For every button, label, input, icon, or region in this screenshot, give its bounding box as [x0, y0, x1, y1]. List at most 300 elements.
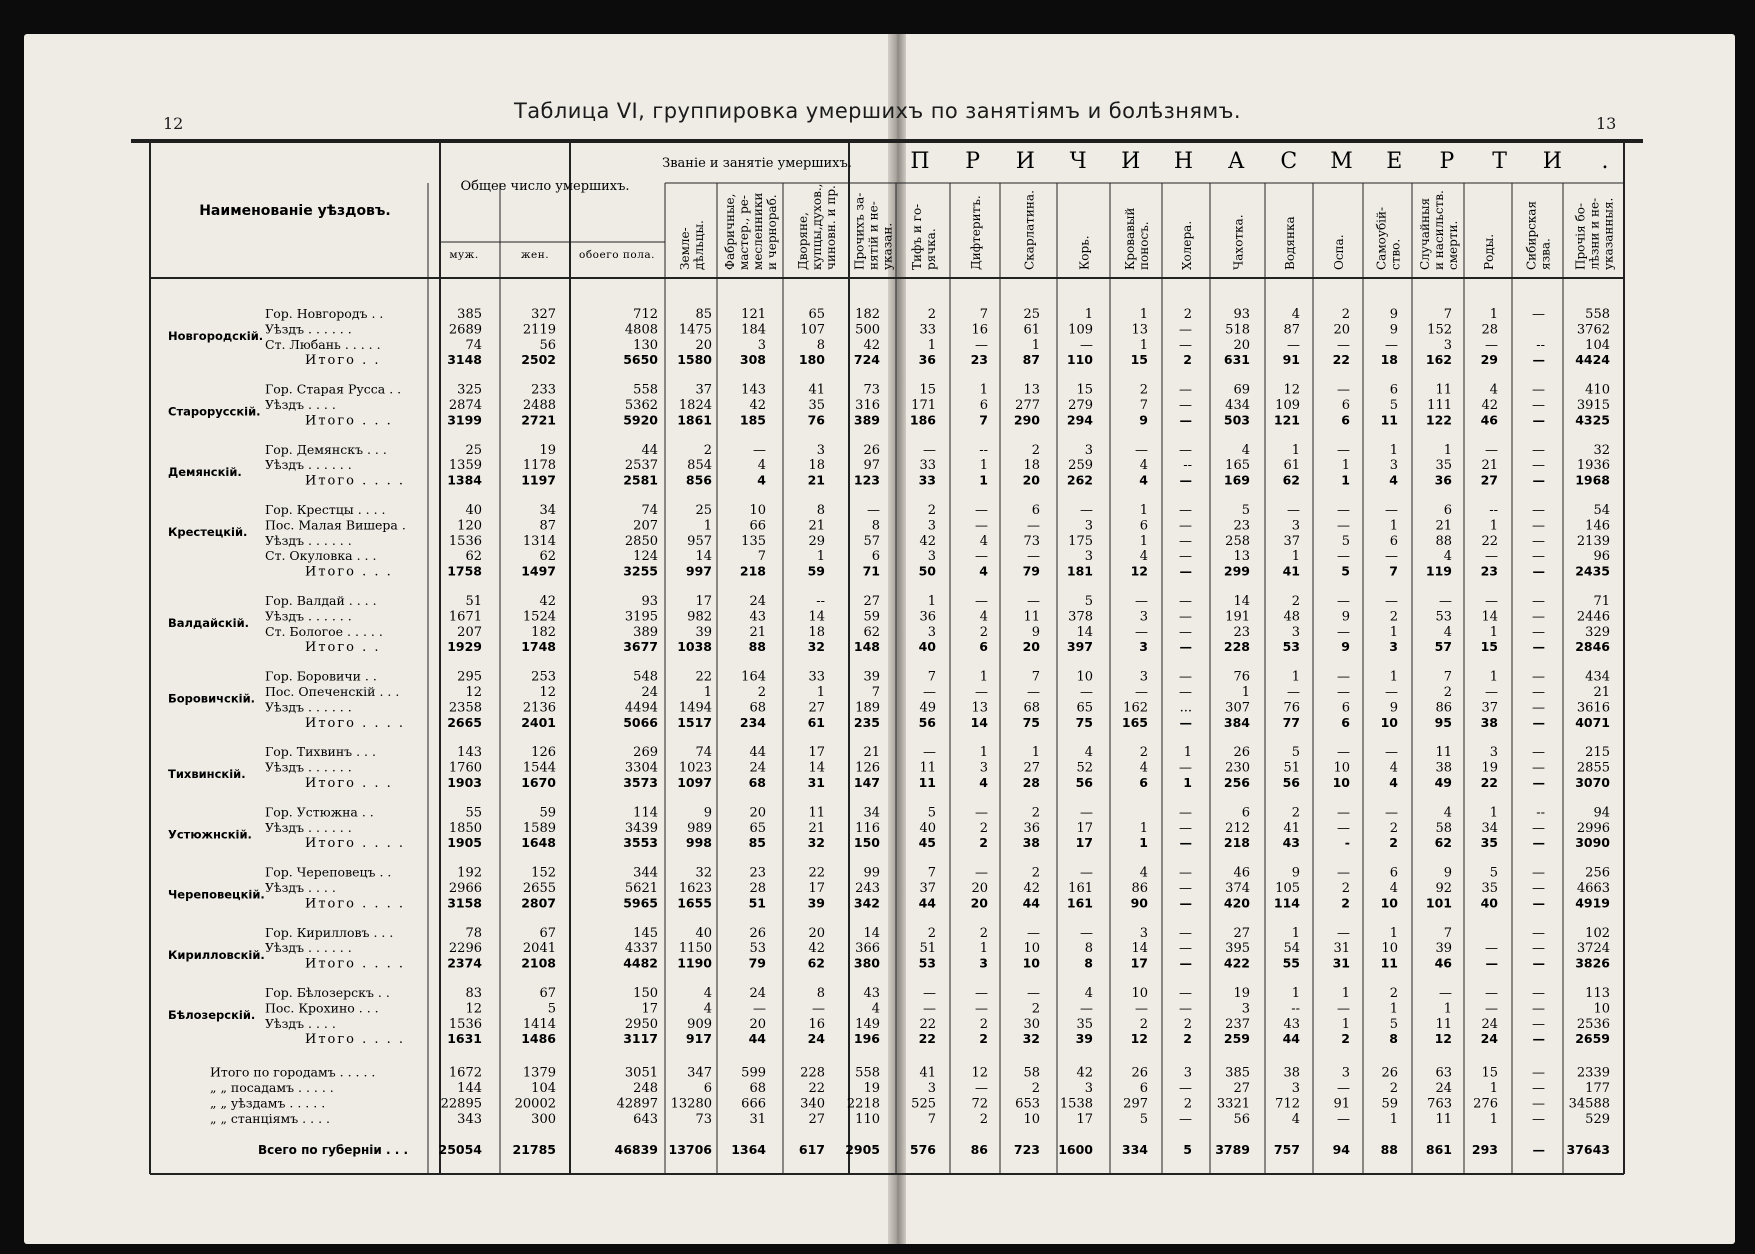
- table-cell: 14: [1481, 609, 1498, 625]
- total-cell: 185: [739, 412, 766, 428]
- table-cell: —: [1080, 865, 1093, 881]
- table-cell: —: [753, 442, 766, 458]
- table-cell: 2874: [448, 398, 482, 413]
- table-cell: 5: [1241, 503, 1250, 518]
- district-name: Череповецкій.: [168, 887, 265, 902]
- total-cell: 422: [1223, 955, 1250, 971]
- total-cell: 32: [807, 835, 825, 851]
- table-cell: —: [975, 685, 988, 700]
- total-cell: 2846: [1575, 639, 1610, 655]
- header-cause-col: смерти.: [1446, 220, 1460, 270]
- table-cell: 4: [1443, 805, 1452, 821]
- total-cell: 88: [1380, 1142, 1398, 1158]
- table-cell: 86: [1435, 700, 1452, 716]
- table-cell: 86: [1131, 881, 1148, 896]
- table-cell: —: [1135, 594, 1148, 609]
- table-cell: —: [975, 594, 988, 609]
- table-cell: 73: [863, 382, 880, 398]
- table-cell: 14: [695, 549, 712, 565]
- total-cell: 1190: [677, 955, 712, 971]
- table-cell: 10: [1076, 669, 1093, 685]
- total-cell: 56: [1075, 775, 1093, 790]
- table-cell: 22895: [440, 1096, 482, 1112]
- table-cell: 558: [855, 1065, 880, 1081]
- total-cell: 1631: [447, 1031, 482, 1047]
- table-cell: 113: [1585, 986, 1610, 1001]
- table-cell: 7: [979, 307, 988, 322]
- row-label: Гор. Кирилловъ . . .: [265, 924, 394, 940]
- table-cell: —: [923, 986, 936, 1001]
- table-cell: 4: [1443, 624, 1452, 640]
- table-cell: 1: [979, 941, 988, 957]
- table-cell: 2: [1031, 1081, 1040, 1096]
- table-cell: —: [1179, 549, 1192, 565]
- table-cell: 2: [1031, 805, 1040, 821]
- header-cause-col: Самоубій-: [1374, 206, 1389, 270]
- table-cell: 3: [927, 1081, 936, 1096]
- table-cell: —: [1532, 594, 1545, 609]
- total-cell: 11: [1380, 955, 1398, 971]
- table-cell: 1: [1139, 337, 1148, 353]
- table-cell: 4494: [624, 700, 658, 716]
- header-cause-col: Корь.: [1077, 235, 1092, 270]
- row-label: Гор. Тихвинъ . . .: [265, 744, 376, 760]
- table-cell: 184: [741, 322, 766, 338]
- table-cell: 14: [808, 760, 825, 776]
- total-cell: 3148: [447, 352, 482, 368]
- table-cell: 500: [855, 322, 880, 338]
- header-cause-col: лѣзни и не-: [1587, 197, 1602, 270]
- table-cell: 9: [1341, 609, 1350, 625]
- table-cell: 1: [1443, 442, 1452, 458]
- table-cell: —: [975, 503, 988, 518]
- table-cell: 74: [465, 337, 482, 353]
- total-cell: 44: [748, 1031, 766, 1047]
- table-cell: 2950: [624, 1016, 658, 1032]
- table-cell: 40: [465, 503, 482, 518]
- table-cell: 4: [1139, 760, 1148, 776]
- table-cell: 18: [1023, 458, 1040, 474]
- table-cell: 2: [1031, 1001, 1040, 1017]
- table-cell: 9: [1389, 700, 1398, 716]
- total-cell: 334: [1121, 1142, 1148, 1158]
- table-cell: 230: [1225, 760, 1250, 776]
- table-cell: 6: [1031, 503, 1040, 518]
- table-cell: —: [1337, 1111, 1350, 1127]
- row-label: Уѣздъ . . . . . .: [265, 940, 352, 956]
- total-cell: 59: [807, 563, 825, 579]
- table-cell: 130: [633, 337, 658, 353]
- table-cell: 44: [641, 442, 658, 458]
- table-cell: 2689: [448, 322, 482, 338]
- table-cell: 67: [539, 925, 556, 941]
- table-cell: —: [1532, 1016, 1545, 1032]
- total-cell: 40: [918, 639, 936, 655]
- total-cell: 576: [909, 1142, 936, 1158]
- table-cell: 3: [1291, 1081, 1300, 1096]
- table-cell: 6: [1443, 503, 1452, 518]
- table-cell: —: [1337, 442, 1350, 458]
- table-cell: 3321: [1216, 1096, 1250, 1112]
- table-cell: 4: [703, 986, 712, 1001]
- table-cell: —: [1179, 594, 1192, 609]
- table-cell: 22: [1481, 533, 1498, 549]
- total-cell: 32: [807, 639, 825, 655]
- table-cell: 3: [1291, 518, 1300, 534]
- cause-group-letter: Р: [965, 149, 981, 174]
- table-cell: 17: [641, 1001, 658, 1017]
- table-cell: —: [1179, 881, 1192, 896]
- table-cell: 340: [800, 1096, 825, 1112]
- total-cell: —: [1532, 714, 1545, 730]
- total-cell: 147: [853, 775, 880, 790]
- table-cell: 2: [1341, 307, 1350, 322]
- table-cell: 1: [979, 669, 988, 685]
- total-cell: 45: [918, 835, 936, 851]
- table-cell: —: [1385, 549, 1398, 565]
- row-label: Гор. Новгородъ . .: [265, 306, 384, 321]
- table-cell: 389: [633, 624, 658, 640]
- total-cell: 235: [853, 714, 880, 730]
- table-cell: —: [1337, 1001, 1350, 1017]
- table-cell: 37: [695, 382, 712, 398]
- table-cell: 105: [1275, 881, 1300, 896]
- table-cell: 279: [1068, 398, 1093, 413]
- table-cell: 1: [1389, 669, 1398, 685]
- table-cell: —: [1337, 669, 1350, 685]
- table-cell: 83: [465, 986, 482, 1001]
- table-cell: 1023: [678, 760, 712, 776]
- table-cell: 207: [457, 624, 482, 640]
- total-cell: 2108: [521, 955, 556, 971]
- total-cell: 420: [1223, 895, 1250, 911]
- table-cell: 4: [1443, 549, 1452, 565]
- district-name: Старорусскій.: [168, 404, 261, 419]
- table-cell: 5362: [624, 398, 658, 413]
- table-cell: —: [1337, 865, 1350, 881]
- table-cell: 1936: [1576, 458, 1610, 474]
- row-label: Уѣздъ . . . .: [265, 1015, 336, 1031]
- table-cell: 14: [1131, 941, 1148, 957]
- table-cell: 1672: [448, 1065, 482, 1081]
- table-cell: 2: [1183, 1016, 1192, 1032]
- table-cell: 6: [1389, 382, 1398, 398]
- total-cell: 162: [1425, 352, 1452, 368]
- table-cell: 6: [871, 549, 880, 565]
- summary-label: „ „ посадамъ . . . . .: [210, 1080, 334, 1095]
- table-cell: 145: [633, 925, 658, 941]
- total-cell: 186: [909, 412, 936, 428]
- table-cell: 17: [808, 881, 825, 896]
- page-number-right: 13: [1596, 114, 1617, 133]
- table-cell: —: [753, 1001, 766, 1017]
- table-cell: 1: [1291, 986, 1300, 1001]
- table-cell: 854: [687, 458, 712, 474]
- table-cell: 4337: [624, 941, 658, 957]
- total-cell: 165: [1121, 714, 1148, 730]
- table-cell: 20: [749, 1016, 766, 1032]
- total-cell: 10: [1022, 955, 1040, 971]
- header-cause-col: Прочія бо-: [1573, 202, 1588, 270]
- table-cell: 7: [927, 865, 936, 881]
- header-occupation-col: мастер., ре-: [737, 195, 751, 270]
- table-cell: 74: [641, 503, 658, 518]
- total-cell: 35: [1480, 835, 1498, 851]
- table-cell: 143: [741, 382, 766, 398]
- total-cell: 1580: [677, 352, 712, 368]
- table-cell: 2: [1443, 685, 1452, 700]
- table-cell: 1: [1341, 1016, 1350, 1032]
- total-cell: -: [1344, 835, 1350, 851]
- header-total-col: муж.: [449, 249, 479, 261]
- table-cell: 329: [1585, 624, 1610, 640]
- table-cell: —: [1179, 941, 1192, 957]
- total-cell: 13706: [668, 1142, 712, 1158]
- table-cell: 73: [695, 1111, 712, 1127]
- total-cell: 10: [1332, 775, 1350, 790]
- table-cell: 12: [539, 685, 556, 700]
- table-cell: 3: [1084, 518, 1093, 534]
- total-cell: 123: [853, 472, 880, 488]
- cause-group-letter: Н: [1173, 149, 1194, 174]
- table-cell: 35: [1481, 881, 1498, 896]
- table-cell: 42: [808, 941, 825, 957]
- table-cell: 42: [539, 594, 556, 609]
- table-cell: 12: [1283, 382, 1300, 398]
- row-label: Ст. Бологое . . . . .: [265, 623, 383, 639]
- table-cell: —: [1337, 518, 1350, 534]
- total-cell: 2: [1389, 835, 1398, 851]
- total-cell: 21785: [512, 1142, 556, 1158]
- table-cell: —: [975, 518, 988, 534]
- table-cell: 1760: [448, 760, 482, 776]
- table-cell: 2: [1291, 805, 1300, 821]
- header-occupation-col: указан.: [880, 222, 895, 270]
- table-cell: 24: [749, 986, 766, 1001]
- cause-group-letter: И: [1542, 149, 1562, 174]
- table-cell: 22: [919, 1016, 936, 1032]
- table-cell: 7: [1443, 307, 1452, 322]
- total-cell: 1905: [447, 835, 482, 851]
- table-cell: 19: [1233, 986, 1250, 1001]
- table-cell: 1178: [522, 458, 556, 474]
- table-cell: 215: [1585, 745, 1610, 761]
- table-cell: 248: [633, 1081, 658, 1096]
- table-cell: 643: [633, 1111, 658, 1127]
- table-cell: 38: [1435, 760, 1452, 776]
- table-cell: —: [1179, 820, 1192, 836]
- row-label: Гор. Бѣлозерскъ . .: [265, 985, 390, 1000]
- table-cell: 2: [979, 1111, 988, 1127]
- table-cell: 33: [919, 458, 936, 474]
- table-cell: —: [975, 1081, 988, 1096]
- table-cell: 9: [1031, 624, 1040, 640]
- table-cell: 58: [1023, 1065, 1040, 1081]
- total-cell: 21: [807, 472, 825, 488]
- table-cell: 410: [1585, 382, 1610, 398]
- table-cell: —: [1532, 1081, 1545, 1096]
- total-cell: 62: [1282, 472, 1300, 488]
- total-cell: 1: [1139, 835, 1148, 851]
- table-cell: 4808: [624, 322, 658, 338]
- table-cell: 18: [808, 624, 825, 640]
- table-cell: 4: [1291, 1111, 1300, 1127]
- table-cell: 4: [1489, 382, 1498, 398]
- table-cell: 104: [531, 1081, 556, 1096]
- table-cell: 55: [465, 805, 482, 821]
- table-cell: 56: [539, 337, 556, 353]
- total-cell: 86: [970, 1142, 988, 1158]
- table-cell: 23: [749, 865, 766, 881]
- total-cell: 36: [1434, 472, 1452, 488]
- table-cell: 161: [1068, 881, 1093, 896]
- total-cell: 861: [1425, 1142, 1452, 1158]
- table-cell: 72: [971, 1096, 988, 1112]
- table-cell: 165: [1225, 458, 1250, 474]
- table-cell: 109: [1275, 398, 1300, 413]
- table-cell: —: [975, 865, 988, 881]
- table-cell: —: [1179, 865, 1192, 881]
- table-cell: —: [1135, 624, 1148, 640]
- total-cell: 1: [1183, 775, 1192, 790]
- table-cell: 13280: [670, 1096, 712, 1112]
- table-cell: 1: [1489, 518, 1498, 534]
- cause-group-letter: И: [1121, 149, 1141, 174]
- table-cell: 32: [1593, 442, 1610, 458]
- table-cell: —: [1532, 1111, 1545, 1127]
- row-label: Уѣздъ . . . .: [265, 397, 336, 412]
- total-cell: 161: [1066, 895, 1093, 911]
- table-cell: 116: [855, 820, 880, 836]
- table-cell: 385: [1225, 1065, 1250, 1081]
- table-cell: 3: [1139, 609, 1148, 625]
- total-cell: —: [1179, 835, 1192, 851]
- total-cell: 14: [970, 714, 988, 730]
- total-cell: 1197: [521, 472, 556, 488]
- table-cell: 27: [808, 700, 825, 716]
- table-cell: —: [1179, 382, 1192, 398]
- table-cell: 20: [971, 881, 988, 896]
- total-cell: 76: [807, 412, 825, 428]
- table-cell: 2966: [448, 881, 482, 896]
- table-cell: 24: [641, 685, 658, 700]
- table-cell: 1414: [522, 1016, 556, 1032]
- table-cell: 1150: [678, 941, 712, 957]
- table-cell: 212: [1225, 820, 1250, 836]
- table-cell: —: [1080, 805, 1093, 821]
- total-cell: 3070: [1575, 775, 1610, 790]
- total-cell: 723: [1013, 1142, 1040, 1158]
- table-cell: --: [1489, 503, 1498, 518]
- table-cell: 4: [1291, 307, 1300, 322]
- total-cell: 87: [1022, 352, 1040, 368]
- total-cell: 5920: [623, 412, 658, 428]
- table-cell: 3: [1291, 624, 1300, 640]
- table-cell: 1671: [448, 609, 482, 625]
- total-cell: 294: [1066, 412, 1093, 428]
- total-row-label: Итого . . . .: [305, 1032, 406, 1048]
- table-cell: —: [1337, 1081, 1350, 1096]
- table-cell: —: [1337, 503, 1350, 518]
- table-cell: 4: [1084, 745, 1093, 761]
- table-cell: 1494: [678, 700, 712, 716]
- table-cell: 52: [1076, 760, 1093, 776]
- table-cell: 2: [1341, 881, 1350, 896]
- row-label: Уѣздъ . . . . . .: [265, 699, 352, 715]
- table-cell: 58: [1435, 820, 1452, 836]
- district-name: Устюжнскій.: [168, 827, 252, 842]
- total-cell: 38: [1022, 835, 1040, 851]
- total-cell: 46: [1434, 955, 1452, 971]
- total-cell: 24: [1480, 1031, 1498, 1047]
- total-cell: 57: [1434, 639, 1452, 655]
- table-cell: —: [1532, 382, 1545, 398]
- table-cell: 1: [1139, 533, 1148, 549]
- total-cell: 4482: [623, 955, 658, 971]
- total-cell: 1517: [677, 714, 712, 730]
- table-cell: —: [1179, 805, 1192, 821]
- table-cell: 1524: [522, 609, 556, 625]
- total-cell: 7: [979, 412, 988, 428]
- table-cell: 46: [1233, 865, 1250, 881]
- table-cell: 69: [1233, 382, 1250, 398]
- table-cell: —: [1532, 925, 1545, 941]
- table-cell: 11: [808, 805, 825, 821]
- table-cell: 1: [1489, 1111, 1498, 1127]
- header-occupation-col: Фабричные,: [723, 193, 737, 270]
- total-cell: 22: [918, 1031, 936, 1047]
- table-cell: 2850: [624, 533, 658, 549]
- table-cell: —: [1337, 624, 1350, 640]
- table-cell: 2: [979, 624, 988, 640]
- table-cell: —: [923, 685, 936, 700]
- row-label: Гор. Устюжна . .: [265, 804, 374, 820]
- table-cell: 182: [855, 307, 880, 322]
- total-cell: 22: [1332, 352, 1350, 368]
- table-cell: 68: [749, 1081, 766, 1096]
- table-cell: 3: [927, 624, 936, 640]
- table-cell: 20: [1233, 337, 1250, 353]
- table-cell: 3: [1443, 337, 1452, 353]
- total-cell: 997: [685, 563, 712, 579]
- table-cell: 37: [1283, 533, 1300, 549]
- total-cell: 1968: [1575, 472, 1610, 488]
- table-cell: 1: [1489, 624, 1498, 640]
- total-cell: 998: [685, 835, 712, 851]
- table-cell: 39: [1435, 941, 1452, 957]
- table-cell: 525: [911, 1096, 936, 1112]
- table-cell: 14: [1076, 624, 1093, 640]
- total-row-label: Итого . . . .: [305, 896, 406, 912]
- table-cell: 26: [1233, 745, 1250, 761]
- table-cell: 35: [808, 398, 825, 413]
- table-cell: 237: [1225, 1016, 1250, 1032]
- row-label: Уѣздъ . . . . . .: [265, 532, 352, 548]
- table-cell: 21: [808, 518, 825, 534]
- total-cell: 79: [748, 955, 766, 971]
- row-label: Уѣздъ . . . .: [265, 880, 336, 895]
- table-cell: 258: [1225, 533, 1250, 549]
- total-cell: 121: [1273, 412, 1300, 428]
- total-cell: 8: [1389, 1031, 1398, 1047]
- table-cell: 65: [1076, 700, 1093, 716]
- table-cell: 712: [1275, 1096, 1300, 1112]
- table-cell: 73: [1023, 533, 1040, 549]
- table-cell: 327: [531, 307, 556, 322]
- total-cell: 6: [979, 639, 988, 655]
- total-cell: 4919: [1575, 895, 1610, 911]
- row-label: Гор. Крестцы . . . .: [265, 502, 386, 517]
